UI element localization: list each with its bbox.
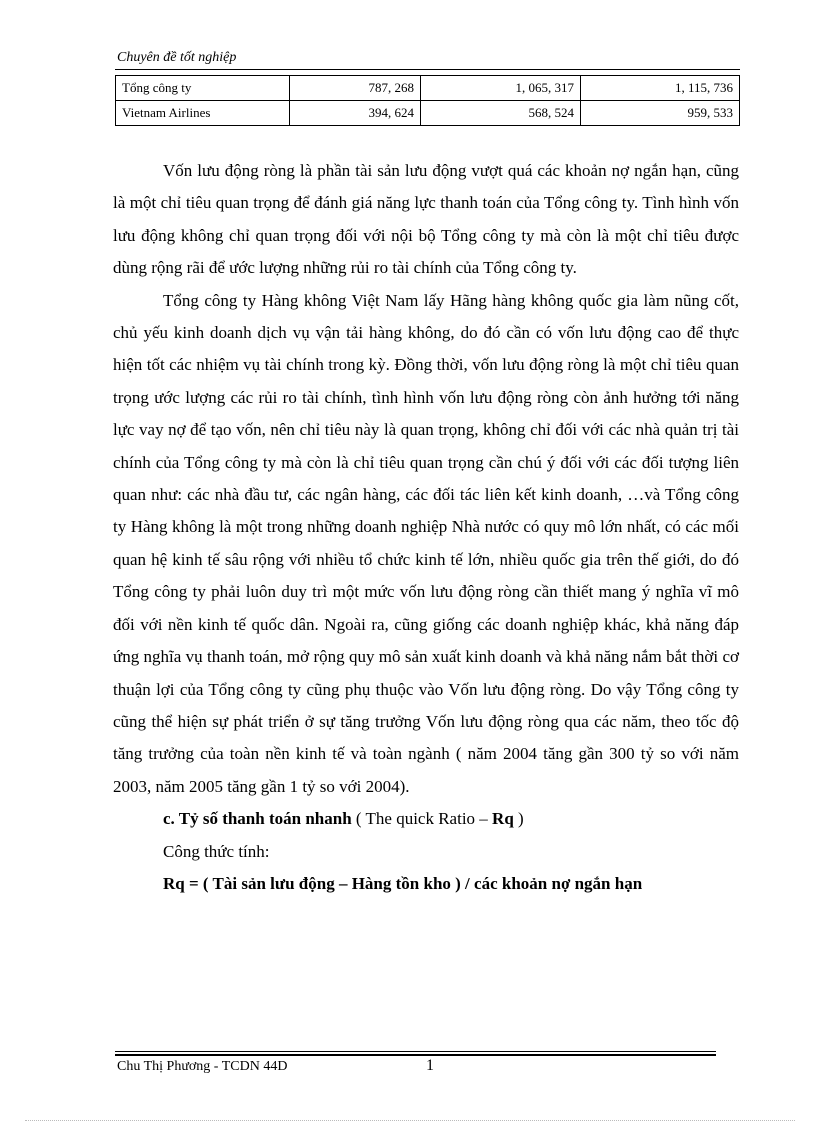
- section-heading-ratio: ( The quick Ratio –: [351, 809, 493, 829]
- header-rule: [115, 69, 740, 70]
- formula-label: Công thức tính:: [163, 841, 270, 861]
- section-heading-close: ): [513, 809, 524, 829]
- table-cell-name: Tổng công ty: [116, 76, 290, 101]
- table-cell-value: 1, 115, 736: [580, 76, 739, 101]
- table-row: [116, 76, 740, 101]
- table-cell-name: Vietnam Airlines: [116, 101, 290, 126]
- page-edge-divider: [25, 1120, 795, 1121]
- footer-author: Chu Thị Phương - TCDN 44D: [117, 1059, 288, 1074]
- section-heading: c. Tỷ số thanh toán nhanh: [163, 809, 352, 829]
- table-row: [116, 101, 740, 126]
- table-cell-value: 394, 624: [290, 101, 421, 126]
- formula: Rq = ( Tài sản lưu động – Hàng tồn kho ) / các khoản nợ ngắn hạn: [163, 873, 643, 893]
- footer-rule: [115, 1051, 716, 1052]
- page-number: 1: [426, 1057, 434, 1074]
- header-title: Chuyên đề tốt nghiệp: [117, 50, 237, 65]
- paragraph: Tổng công ty Hàng không Việt Nam lấy Hãng hàng không quốc gia làm nũng cốt, chủ yếu kinh doanh dịch vụ vận tải hàng không, do đó cần có vốn lưu động cao để thực hiện tốt các nhiệm vụ tài chính trong kỳ. Đồng thời, vốn lưu động ròng là một chỉ tiêu quan trọng ước lượng các rủi ro tài chính, tình hình vốn lưu động ròng còn ảnh hưởng tới năng lực vay nợ để tạo vốn, nên chỉ tiêu này là quan trọng, không chỉ đối với các nhà quản trị tài chính của Tổng công ty mà còn là chỉ tiêu quan trọng cần chú ý đối với các đối tượng liên quan như: các nhà đầu tư, các ngân hàng, các đối tác liên kết kinh doanh, …và Tổng công ty Hàng không là một trong những doanh nghiệp Nhà nước có quy mô lớn nhất, có các mối quan hệ kinh tế sâu rộng với nhiều tổ chức kinh tế lớn, nhiều quốc gia trên thế giới, do đó Tổng công ty phải luôn duy trì một mức vốn lưu động ròng cần thiết mang ý nghĩa vĩ mô đối với nền kinh tế quốc dân. Ngoài ra, cũng giống các doanh nghiệp khác, khả năng đáp ứng nghĩa vụ thanh toán, mở rộng quy mô sản xuất kinh doanh và khả năng nắm bắt thời cơ thuận lợi của Tổng công ty cũng phụ thuộc vào Vốn lưu động ròng. Do vậy Tổng công ty cũng thể hiện sự phát triển ở sự tăng trưởng Vốn lưu động ròng qua các năm, theo tốc độ tăng trưởng của toàn nền kinh tế và toàn ngành ( năm 2004 tăng gần 300 tỷ so với năm 2003, năm 2005 tăng gần 1 tỷ so với 2004).: [113, 290, 739, 796]
- table-cell-value: 568, 524: [420, 101, 580, 126]
- body-text: [113, 155, 739, 900]
- section-heading-rq: Rq: [492, 809, 514, 829]
- table-cell-value: 959, 533: [580, 101, 739, 126]
- footer-rule: [115, 1054, 716, 1056]
- data-table: [115, 75, 740, 126]
- table-cell-value: 787, 268: [290, 76, 421, 101]
- paragraph: Vốn lưu động ròng là phần tài sản lưu động vượt quá các khoản nợ ngắn hạn, cũng là một chỉ tiêu quan trọng để đánh giá năng lực thanh toán của Tổng công ty. Tình hình vốn lưu động không chỉ quan trọng đối với nội bộ Tổng công ty mà còn là một chỉ tiêu được dùng rộng rãi để ước lượng những rủi ro tài chính của Tổng công ty.: [113, 161, 739, 278]
- table-cell-value: 1, 065, 317: [420, 76, 580, 101]
- section-heading-line: [113, 803, 739, 835]
